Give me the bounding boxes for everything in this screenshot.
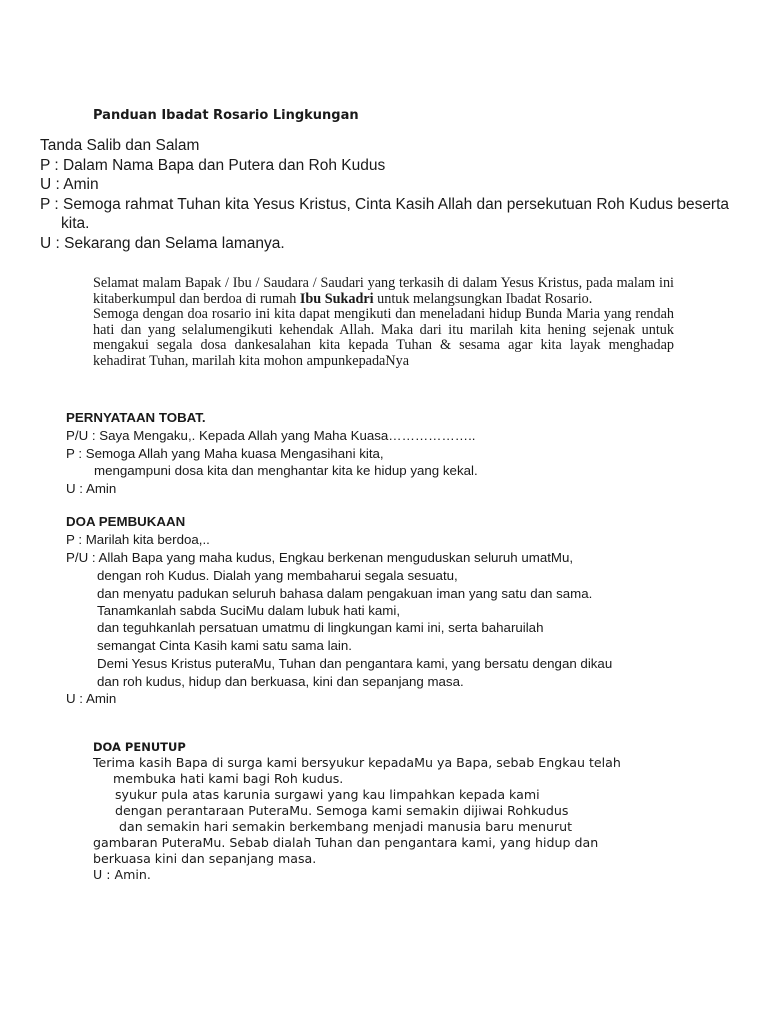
welcome-text-part: Selamat malam Bapak / Ibu / Saudara / Saudari yang terkasih di dalam Yesus Kristus, pada malam ini kitaberkumpul dan berdoa di rumah: [93, 275, 674, 307]
pembukaan-line: dan teguhkanlah persatuan umatmu di lingkungan kami ini, serta baharuilah: [97, 620, 544, 635]
opening-line: kita.: [61, 215, 90, 232]
pembukaan-line: dan menyatu padukan seluruh bahasa dalam pengakuan iman yang satu dan sama.: [97, 586, 593, 601]
penutup-line: dan semakin hari semakin berkembang menjadi manusia baru menurut: [119, 819, 573, 834]
pembukaan-line: U : Amin: [66, 691, 117, 706]
penutup-line: Terima kasih Bapa di surga kami bersyukur kepadaMu ya Bapa, sebab Engkau telah: [93, 755, 621, 770]
tobat-heading: PERNYATAAN TOBAT.: [66, 410, 206, 425]
penutup-line: dengan perantaraan PuteraMu. Semoga kami semakin dijiwai Rohkudus: [115, 803, 569, 818]
opening-heading: Tanda Salib dan Salam: [40, 137, 200, 154]
pembukaan-line: dengan roh Kudus. Dialah yang membaharui segala sesuatu,: [97, 568, 458, 583]
host-name: Ibu Sukadri: [299, 290, 374, 307]
welcome-text: [93, 276, 674, 369]
opening-line: P : Semoga rahmat Tuhan kita Yesus Kristus, Cinta Kasih Allah dan persekutuan Roh Kudus beserta: [40, 196, 730, 213]
welcome-paragraph-1: [93, 276, 674, 307]
welcome-paragraph-2: Semoga dengan doa rosario ini kita dapat mengikuti dan meneladani hidup Bunda Maria yang rendah hati dan yang selalumengikuti kehendak Allah. Maka dari itu marilah kita hening sejenak untuk mengakui segala dosa dankesalahan kita kepada Tuhan & sesama agar kita layak menghadap kehadirat Tuhan, marilah kita mohon ampunkepadaNya: [93, 306, 674, 369]
tobat-line: P : Semoga Allah yang Maha kuasa Mengasihani kita,: [66, 446, 384, 461]
penutup-line: U : Amin.: [93, 867, 151, 882]
pembukaan-heading: DOA PEMBUKAAN: [66, 514, 186, 529]
pembukaan-line: Tanamkanlah sabda SuciMu dalam lubuk hati kami,: [97, 603, 401, 618]
tobat-line: mengampuni dosa kita dan menghantar kita ke hidup yang kekal.: [94, 463, 478, 478]
pembukaan-line: P/U : Allah Bapa yang maha kudus, Engkau berkenan menguduskan seluruh umatMu,: [66, 550, 574, 565]
pembukaan-line: semangat Cinta Kasih kami satu sama lain.: [97, 638, 352, 653]
tobat-line: U : Amin: [66, 481, 117, 496]
penutup-heading: DOA PENUTUP: [93, 740, 186, 754]
pembukaan-line: Demi Yesus Kristus puteraMu, Tuhan dan pengantara kami, yang bersatu dengan dikau: [97, 656, 613, 671]
opening-line: U : Sekarang dan Selama lamanya.: [40, 235, 285, 252]
tobat-line: P/U : Saya Mengaku,. Kepada Allah yang Maha Kuasa………………..: [66, 428, 476, 443]
opening-line: U : Amin: [40, 176, 99, 193]
penutup-line: gambaran PuteraMu. Sebab dialah Tuhan dan pengantara kami, yang hidup dan: [93, 835, 599, 850]
page-title: Panduan Ibadat Rosario Lingkungan: [93, 108, 359, 123]
penutup-line: berkuasa kini dan sepanjang masa.: [93, 851, 317, 866]
welcome-text-part: untuk melangsungkan Ibadat Rosario.: [373, 290, 593, 307]
pembukaan-line: dan roh kudus, hidup dan berkuasa, kini dan sepanjang masa.: [97, 674, 464, 689]
penutup-line: syukur pula atas karunia surgawi yang kau limpahkan kepada kami: [115, 787, 540, 802]
pembukaan-line: P : Marilah kita berdoa,..: [66, 532, 210, 547]
opening-line: P : Dalam Nama Bapa dan Putera dan Roh Kudus: [40, 157, 386, 174]
penutup-line: membuka hati kami bagi Roh kudus.: [113, 771, 344, 786]
